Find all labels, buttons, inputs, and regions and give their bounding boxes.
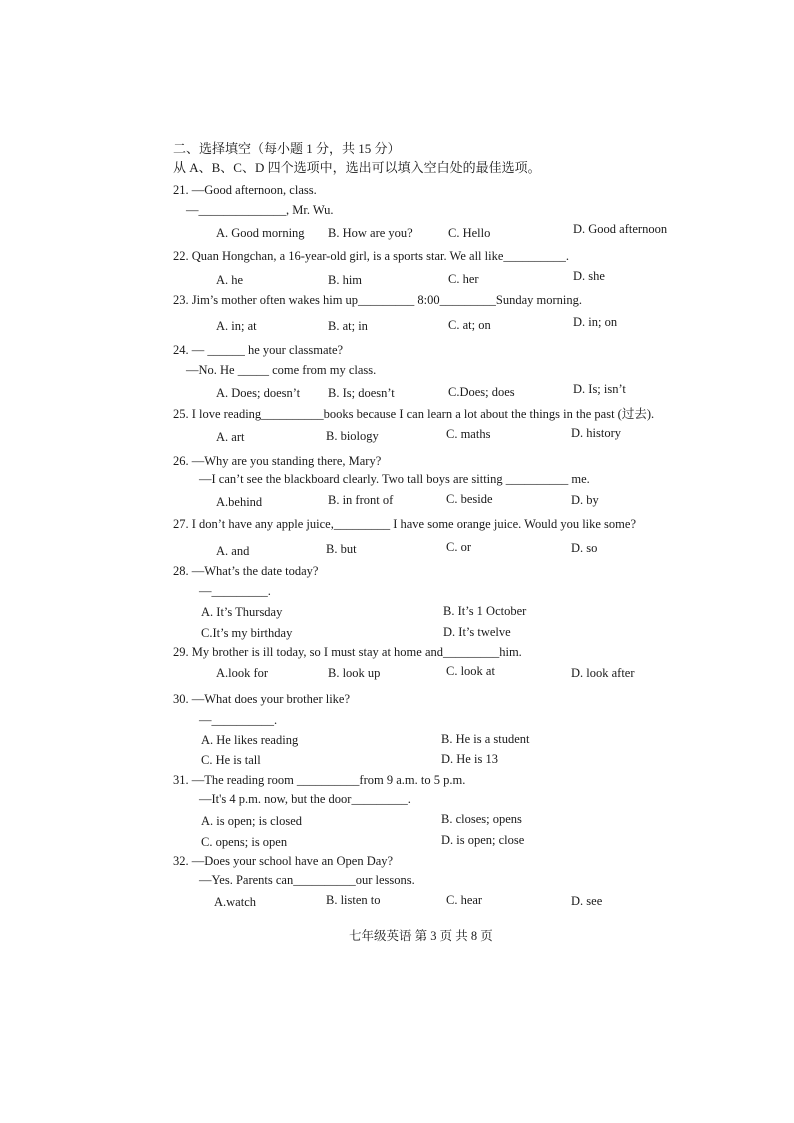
question-22-stem: 22. Quan Hongchan, a 16-year-old girl, is a sports star. We all like__________. <box>173 249 570 263</box>
q28-option-c: C.It’s my birthday <box>201 626 293 640</box>
q27-option-a: A. and <box>216 544 250 558</box>
question-27-stem: 27. I don’t have any apple juice,_________ I have some orange juice. Would you like some? <box>173 517 636 531</box>
q26-option-d: D. by <box>571 493 599 507</box>
question-28-line2: —_________. <box>199 584 271 598</box>
q30-option-a: A. He likes reading <box>201 733 299 747</box>
q32-option-c: C. hear <box>446 893 483 907</box>
q22-option-b: B. him <box>328 273 363 287</box>
question-28-stem: 28. —What’s the date today? <box>173 564 319 578</box>
q29-option-b: B. look up <box>328 666 381 680</box>
question-29-stem: 29. My brother is ill today, so I must stay at home and_________him. <box>173 645 522 659</box>
q23-option-d: D. in; on <box>573 315 618 329</box>
q25-option-d: D. history <box>571 426 621 440</box>
q31-option-d: D. is open; close <box>441 833 525 847</box>
q32-option-d: D. see <box>571 894 603 908</box>
q23-option-a: A. in; at <box>216 319 257 333</box>
question-30-stem: 30. —What does your brother like? <box>173 692 351 706</box>
q25-option-b: B. biology <box>326 429 379 443</box>
q27-option-b: B. but <box>326 542 357 556</box>
q28-option-b: B. It’s 1 October <box>443 604 527 618</box>
q25-option-a: A. art <box>216 430 245 444</box>
q28-option-d: D. It’s twelve <box>443 625 511 639</box>
q30-option-c: C. He is tall <box>201 753 261 767</box>
q22-option-d: D. she <box>573 269 605 283</box>
question-24-stem: 24. — ______ he your classmate? <box>173 343 344 357</box>
q29-option-a: A.look for <box>216 666 269 680</box>
question-30-line2: —__________. <box>199 713 278 727</box>
q21-option-d: D. Good afternoon <box>573 222 668 236</box>
question-32-line2: —Yes. Parents can__________our lessons. <box>199 873 415 887</box>
q26-option-c: C. beside <box>446 492 493 506</box>
q21-option-a: A. Good morning <box>216 226 305 240</box>
question-25-stem: 25. I love reading__________books because I can learn a lot about the things in the past (过去). <box>173 407 655 421</box>
q27-option-d: D. so <box>571 541 598 555</box>
q26-option-b: B. in front of <box>328 493 394 507</box>
q21-option-c: C. Hello <box>448 226 491 240</box>
q32-option-b: B. listen to <box>326 893 381 907</box>
q21-option-b: B. How are you? <box>328 226 413 240</box>
q31-option-b: B. closes; opens <box>441 812 522 826</box>
question-26-line2: —I can’t see the blackboard clearly. Two tall boys are sitting __________ me. <box>199 472 590 486</box>
question-31-line2: —It's 4 p.m. now, but the door_________. <box>199 792 411 806</box>
q23-option-b: B. at; in <box>328 319 368 333</box>
question-23-stem: 23. Jim’s mother often wakes him up_________ 8:00_________Sunday morning. <box>173 293 583 307</box>
q24-option-b: B. Is; doesn’t <box>328 386 395 400</box>
q26-option-a: A.behind <box>216 495 263 509</box>
q32-option-a: A.watch <box>214 895 256 909</box>
q28-option-a: A. It’s Thursday <box>201 605 283 619</box>
question-32-stem: 32. —Does your school have an Open Day? <box>173 854 394 868</box>
section-title: 二、选择填空（每小题 1 分，共 15 分） <box>173 141 401 156</box>
question-26-stem: 26. —Why are you standing there, Mary? <box>173 454 382 468</box>
q24-option-a: A. Does; doesn’t <box>216 386 301 400</box>
q30-option-d: D. He is 13 <box>441 752 498 766</box>
q29-option-c: C. look at <box>446 664 495 678</box>
q24-option-d: D. Is; isn’t <box>573 382 626 396</box>
q22-option-c: C. her <box>448 272 479 286</box>
question-24-line2: —No. He _____ come from my class. <box>186 363 377 377</box>
q27-option-c: C. or <box>446 540 471 554</box>
section-instruction: 从 A、B、C、D 四个选项中，选出可以填入空白处的最佳选项。 <box>173 160 541 175</box>
q25-option-c: C. maths <box>446 427 491 441</box>
question-21-stem: 21. —Good afternoon, class. <box>173 183 317 197</box>
q31-option-a: A. is open; is closed <box>201 814 303 828</box>
q30-option-b: B. He is a student <box>441 732 530 746</box>
question-31-stem: 31. —The reading room __________from 9 a.m. to 5 p.m. <box>173 773 466 787</box>
q31-option-c: C. opens; is open <box>201 835 288 849</box>
q24-option-c: C.Does; does <box>448 385 515 399</box>
question-21-line2: —______________, Mr. Wu. <box>186 203 334 217</box>
q23-option-c: C. at; on <box>448 318 491 332</box>
q29-option-d: D. look after <box>571 666 635 680</box>
page-footer: 七年级英语 第 3 页 共 8 页 <box>349 929 493 943</box>
q22-option-a: A. he <box>216 273 244 287</box>
